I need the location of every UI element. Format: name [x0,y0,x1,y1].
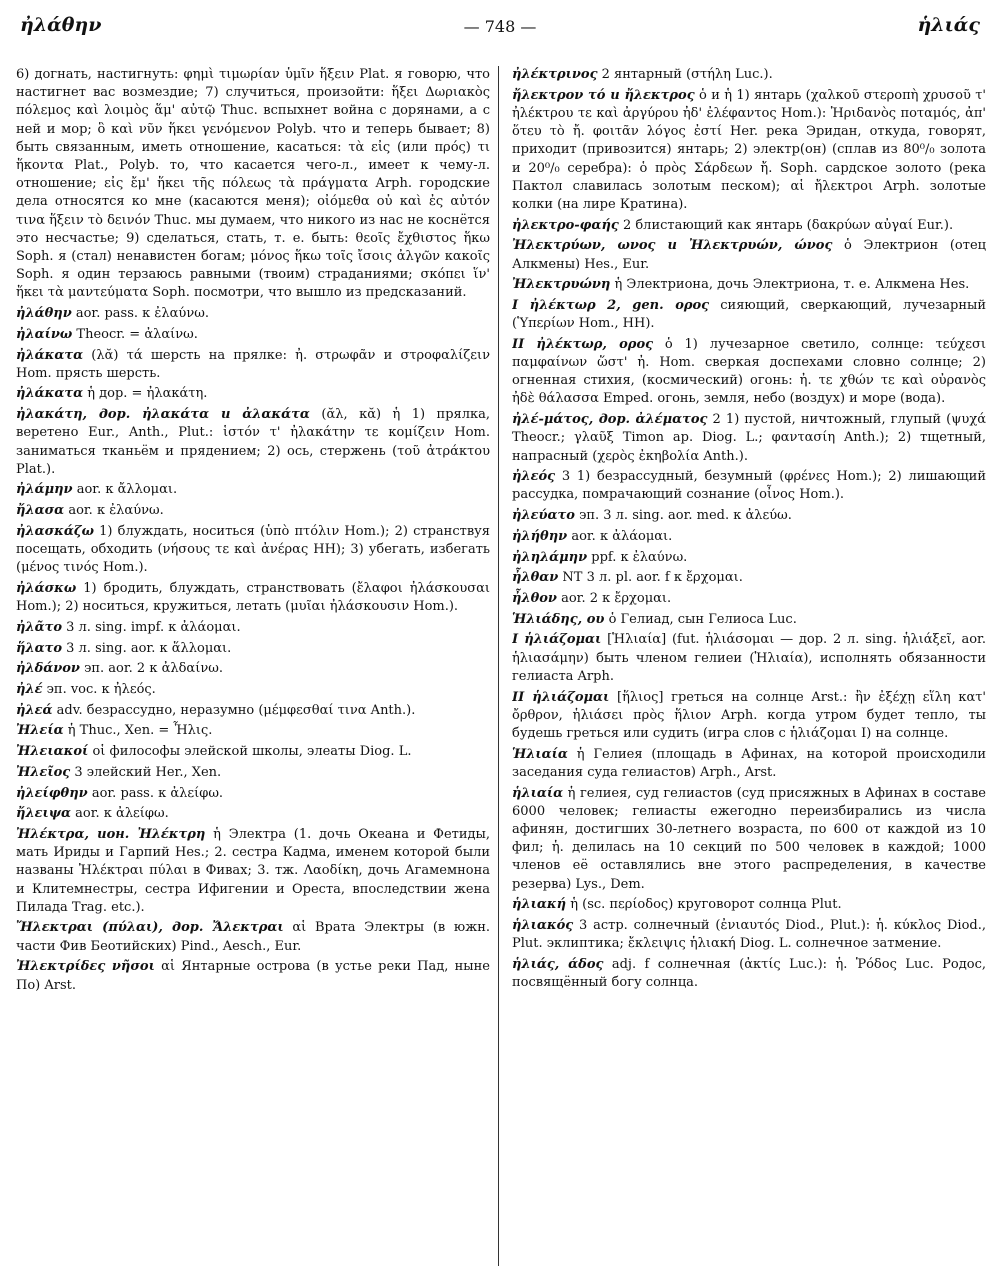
entry-headword: Ἠλεία [16,723,64,739]
entry-headword: Ἡλιάδης, ου [512,611,605,627]
dictionary-entry [512,528,986,546]
entry-definition: ἡ гелиея, суд гелиастов (суд присяжных в Афинах в составе 6000 человек; гелиасты ежегодно переизбирались из числа афинян, достигших 30-летнего возраста, по 600 от каждой из 10 фил; ἡ. делилась на 10 секций по 500 человек в каждой; 1000 членов её оставлялись вне этого распределения, в качестве резерва) Lys., Dem. [512,785,986,892]
entry-headword: I ἡλιάζομαι [512,632,602,648]
dictionary-entry [16,764,490,782]
dictionary-entry [16,958,490,994]
dictionary-entry [16,640,490,658]
entry-headword: II ἠλέκτωρ, ορος [512,336,654,352]
page-number: — 748 — [463,17,537,36]
entry-headword: Ἠλεκτρυώνη [512,277,611,293]
entry-definition: ἡ Электра (1. дочь Океана и Фетиды, мать Ириды и Гарпий Hes.; 2. сестра Кадма, именем которой были названы Ἠλέκτραι πύλαι в Фивах; 3. тж. Λαοδίκη, дочь Агамемнона и Клитемнестры, сестра Ифигении и Ореста, впоследствии жена Пилада Trag. etc.). [16,826,490,915]
entry-definition: ὁ 1) лучезарное светило, солнце: τεύχεσι παμφαίνων ὥστ' ἠ. Hom. сверкая доспехами словно солнце; 2) огненная стихия, (космический) огонь: ἠ. τε χθών τε καὶ οὐρανὸς ἠδὲ θάλασσα Emped. огонь, земля, небо (воздух) и море (вода). [512,336,986,407]
entry-definition: ἡ (sc. περίοδος) круговорот солнца Plut. [570,897,842,913]
dictionary-entry [512,746,986,782]
entry-headword: ἥλατο [16,640,62,656]
dictionary-entry [512,917,986,953]
entry-headword: Ἠλεκτρύων, ωνος и Ἠλεκτρυών, ώνος [512,238,833,254]
entry-headword: I ἠλέκτωρ 2, gen. ορος [512,297,710,313]
dictionary-entry [16,481,490,499]
entry-headword: Ἠλεκτρίδες νῆσοι [16,959,155,975]
entry-definition: ὁ Электрион (отец Алкмены) Hes., Eur. [512,238,986,272]
page-header [14,12,986,42]
entry-headword: Ἡλιαία [512,746,568,762]
entry-headword: ἤλειψα [16,806,72,822]
entry-headword: ἠλεά [16,702,53,718]
dictionary-entry [16,919,490,955]
entry-definition: aor. pass. к ἐλαύνω. [75,306,209,322]
entry-headword: ἠλαίνω [16,326,73,342]
header-right-headword: ἡλιάς [917,14,980,36]
entry-definition: 2 1) пустой, ничтожный, глупый (ψυχά Theocr.; γλαῦξ Timon ap. Diog. L.; φαντασίη Anth.); 2) тщетный, напрасный (χερὸς ἐκηβολία Anth.). [512,412,986,464]
entry-headword: ἠλακάτη, дор. ἠλακάτα и ἀλακάτα [16,407,310,423]
entry-definition: αἱ Врата Электры (в южн. части Фив Беотийских) Pind., Aesch., Eur. [16,920,490,954]
entry-definition: ppf. к ἐλαύνω. [591,549,688,565]
dictionary-entry [16,743,490,761]
entry-definition: aor. 2 к ἔρχομαι. [561,590,672,606]
entry-definition: сияющий, сверкающий, лучезарный (Ὑπερίων Hom., HH). [512,297,986,332]
entry-definition: [Ἡλιαία] (fut. ἡλιάσομαι — дор. 2 л. sing. ἡλιάξεῖ, aor. ἡλιασάμην) быть членом гелиеи (Ἡλιαία), исполнять обязанности гелиаста Arph. [512,632,986,684]
entry-definition: ἡ Электриона, дочь Электриона, т. е. Алкмена Hes. [614,277,970,293]
entry-headword: ἡλιαία [512,785,564,801]
entry-definition: οἱ философы элейской школы, элеаты Diog. L. [92,744,412,760]
entry-headword: Ἠλέκτρα, ион. Ἠλέκτρη [16,826,206,842]
dictionary-entry [512,631,986,686]
dictionary-entry [16,523,490,578]
dictionary-entry [512,66,986,84]
dictionary-entry [512,87,986,214]
dictionary-entry [512,336,986,409]
entry-definition: adj. f солнечная (ἀκτίς Luc.): ἡ. Ῥόδος Luc. Родос, посвящённый богу солнца. [512,956,986,991]
entry-definition: 3 астр. солнечный (ἐνιαυτός Diod., Plut.): ἡ. κύκλος Diod., Plut. эклиптика; ἔκλειψις ἡλιακή Diog. L. солнечное затмение. [512,917,986,952]
entry-definition: adv. безрассудно, неразумно (μέμφεσθαί τινα Anth.). [56,702,416,718]
entry-headword: ἡλιακός [512,917,574,933]
entry-definition: αἱ Янтарные острова (в устье реки Пад, ныне По) Arst. [16,959,490,993]
dictionary-entry [16,385,490,403]
entry-headword: ἠλείφθην [16,785,88,801]
entry-headword: ἦλθον [512,590,557,606]
dictionary-entry [16,502,490,520]
entry-headword: ἡλιάς, άδος [512,956,604,972]
dictionary-entry [512,896,986,914]
entry-definition: ἡ дор. = ἠλακάτη. [87,386,208,402]
left-column [16,66,490,1278]
entry-definition: 3 элейский Her., Xen. [74,764,222,780]
dictionary-entry [16,660,490,678]
entry-headword: ἠλεός [512,469,556,485]
entry-definition: NT 3 л. pl. aor. f к ἔρχομαι. [562,570,743,586]
dictionary-entry [16,305,490,323]
entry-definition: эп. voc. к ἠλεός. [46,682,156,697]
entry-definition: (λᾰ) τά шерсть на прялке: ἠ. στρωφᾶν и στροφαλίζειν Hom. прясть шерсть. [16,347,490,381]
entry-definition: 3 1) безрассудный, безумный (φρένες Hom.); 2) лишающий рассудка, помрачающий сознание (οἶνος Hom.). [512,469,986,503]
column-divider [498,66,499,1266]
entry-definition: aor. pass. к ἀλείφω. [91,785,224,801]
dictionary-entry [512,297,986,333]
dictionary-entry [512,956,986,992]
entry-definition: 1) блуждать, носиться (ὑπὸ πτόλιν Hom.); 2) странствуя посещать, обходить (νήσους τε καὶ ἀνέρας HH); 3) убегать, избегать (μένος τινός Hom.). [16,523,490,576]
dictionary-entry [16,347,490,383]
entry-definition: [ἥλιος] греться на солнце Arst.: ἢν ἐξέχῃ εἵλη κατ' ὄρθρον, ἡλιάσει πρὸς ἥλιον Arph. когда утром будет тепло, ты будешь греться или судить (игра слов с ἡλιάζομαι I) на солнце. [512,689,986,741]
entry-definition: aor. к ἐλαύνω. [68,503,164,519]
dictionary-entry [16,826,490,917]
dictionary-entry [512,549,986,567]
entry-definition: 3 л. sing. aor. к ἅλλομαι. [66,640,232,656]
dictionary-entry [512,507,986,525]
dictionary-entry [16,722,490,740]
entry-headword: ἠλέ-μάτος, дор. ἀλέματος [512,412,708,428]
dictionary-entry [16,66,490,303]
dictionary-entry [16,406,490,479]
entry-headword: ἠληλάμην [512,549,588,565]
dictionary-entry [16,619,490,637]
entry-definition: (ᾰλ, κᾰ) ἡ 1) прялка, веретено Eur., Anth., Plut.: ἱστόν τ' ἠλακάτην τε κομίζειν Hom. заниматься тканьём и прядением; 2) ось, стержень (τοῦ ἀτράκτου Plat.). [16,407,490,477]
entry-headword: ἠλᾶτο [16,619,62,635]
dictionary-entry [512,689,986,744]
entry-headword: ἠλάκατα [16,386,84,402]
dictionary-entry [16,785,490,803]
dictionary-entry [16,681,490,699]
dictionary-entry [512,237,986,273]
entry-headword: ἠλεύατο [512,508,575,524]
dictionary-entry [16,326,490,344]
entry-definition: ὁ Гелиад, сын Гелиоса Luc. [608,611,797,627]
entry-definition: 3 л. sing. impf. к ἀλάομαι. [66,619,241,635]
dictionary-entry [512,276,986,294]
entry-definition: aor. к ἀλάομαι. [571,528,673,544]
entry-headword: ἠλασκάζω [16,523,94,539]
entry-definition: эп. aor. 2 к ἀλδαίνω. [84,661,223,677]
entry-headword: II ἡλιάζομαι [512,689,610,705]
entry-definition: 2 янтарный (στήλη Luc.). [601,67,773,82]
entry-definition: ὁ и ἡ 1) янтарь (χαλκοῦ στεροπὴ χρυσοῦ τ' ἠλέκτρου τε καὶ ἀργύρου ἠδ' ἐλέφαντος Hom.): Ἠριδανὸς ποταμός, ἀπ' ὅτευ τὸ ἤ. φοιτᾶν λόγος ἐστί Her. река Эридан, откуда, говорят, приходит (привозится) янтарь; 2) электр(он) (сплав из 80⁰/₀ золота и 20⁰/₀ серебра): ὁ πρὸς Σάρδεων ἤ. Soph. сардское золото (река Пактол славилась золотым песком); αἱ ἤλεκτροι Arph. золотые колки (на лире Кратина). [512,87,986,212]
dictionary-entry [512,569,986,587]
entry-definition: 1) бродить, блуждать, странствовать (ἔλαφοι ἠλάσκουσαι Hom.); 2) носиться, кружиться, летать (μυῖαι ἠλάσκουσιν Hom.). [16,580,490,615]
entry-headword: ἠλέκτρινος [512,67,598,82]
dictionary-entry [16,702,490,720]
right-column [512,66,986,1278]
dictionary-entry [16,580,490,616]
dictionary-entry [512,785,986,894]
entry-headword: ἤλεκτρον τό и ἤλεκτρος [512,87,695,103]
dictionary-entry [512,411,986,466]
dictionary-entry [16,805,490,823]
header-left-headword: ἠλάθην [20,14,102,36]
entry-definition: ἡ Гелиея (площадь в Афинах, на которой происходили заседания суда гелиастов) Arph., Arst. [512,746,986,780]
entry-headword: ἠλάσκω [16,580,77,596]
dictionary-entry [512,611,986,629]
entry-headword: Ἠλειακοί [16,744,89,760]
entry-headword: ἡλιακή [512,897,567,913]
entry-headword: ἦλθαν [512,570,559,586]
dictionary-entry [512,590,986,608]
entry-definition: aor. к ἄλλομαι. [76,482,178,498]
entry-headword: ἠλήθην [512,528,568,544]
entry-headword: ἤλασα [16,503,65,519]
entry-headword: ἠλάθην [16,306,72,322]
entry-headword: ἠλδάνον [16,661,80,677]
entry-definition: aor. к ἀλείφω. [75,806,169,822]
entry-headword: ἠλάκατα [16,347,84,363]
entry-headword: ἠλεκτρο-φαής [512,217,619,233]
entry-definition: 6) догнать, настигнуть: φημὶ τιμωρίαν ὑμῖν ἥξειν Plat. я говорю, что настигнет вас возмездие; 7) случиться, произойти: ἥξει Δωριακὸς πόλεμος καὶ λοιμὸς ἅμ' αὐτῷ Thuc. вспыхнет война с дорянами, а с ней и мор; ὃ καὶ νῦν ἥκει γενόμενον Polyb. что и теперь бывает; 8) быть связанным, иметь отношение, касаться: τὰ εἰς (или πρός) τι ἥκοντα Plat., Polyb. то, что касается чего-л., имеет к чему-л. отношение; εἰς ἔμ' ἥκει τῆς πόλεως τὰ πράγματα Arph. городские дела относятся ко мне (касаются меня); οἰόμεθα οὐ καὶ ἐς αὐτόν τινα ἥξειν τὸ δεινόν Thuc. мы думаем, что никого из нас не коснётся это несчастье; 9) сделаться, стать, т. е. быть: θεοῖς ἔχθιστος ἥκω Soph. я (стал) ненавистен богам; μόνος ἥκω τοῖς ἴσοις ἀλγῶν κακοῖς Soph. я один терзаюсь равными (твоим) страданиями; σκόπει ἵν' ἥκει τὰ μαντεύματα Soph. посмотри, что вышло из предсказаний. [16,67,490,301]
entry-definition: Theocr. = ἀλαίνω. [76,326,198,342]
entry-definition: 2 блистающий как янтарь (δακρύων αὐγαί Eur.). [622,217,954,233]
entry-definition: ἡ Thuc., Xen. = Ἦλις. [67,723,213,739]
dictionary-entry [512,217,986,235]
entry-definition: эп. 3 л. sing. aor. med. к ἀλεύω. [579,508,792,524]
entry-headword: ἠλάμην [16,482,73,498]
dictionary-entry [512,468,986,504]
entry-headword: Ἠλεῖος [16,764,71,780]
entry-headword: Ἤλεκτραι (πύλαι), дор. Ἄλεκτραι [16,920,284,936]
entry-headword: ἠλέ [16,682,43,697]
